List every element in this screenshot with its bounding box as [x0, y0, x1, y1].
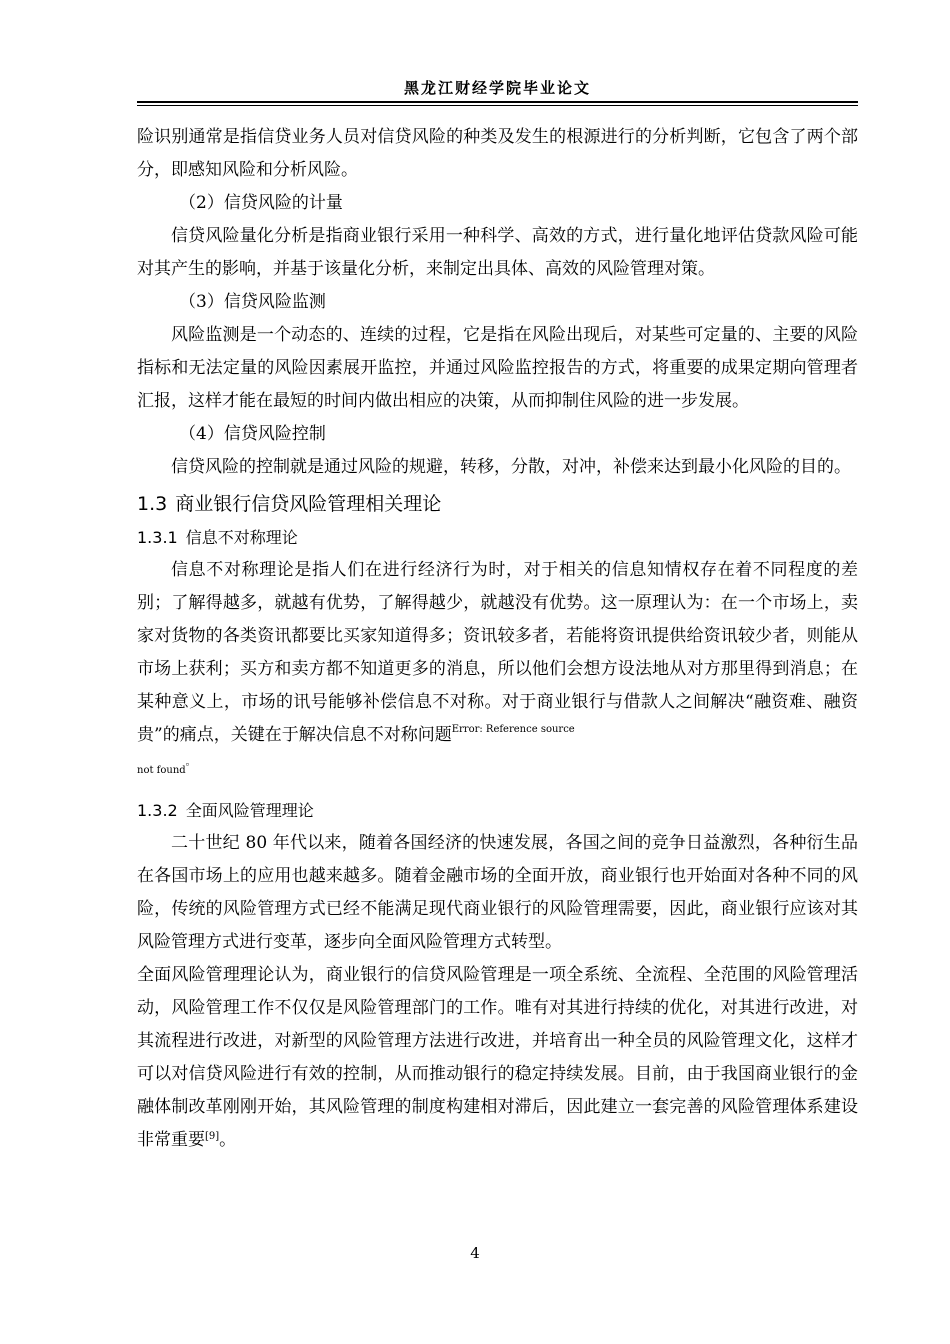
subsection-title-2: 全面风险管理理论 — [185, 801, 314, 820]
section-heading — [137, 486, 858, 522]
subsection-heading-2 — [137, 795, 858, 827]
running-header: 黑龙江财经学院毕业论文 — [403, 79, 591, 97]
item-credit-risk-monitoring-title: （3）信贷风险监测 — [179, 292, 326, 312]
paragraph-information-asymmetry-text: 信息不对称理论是指人们在进行经济行为时，对于相关的信息知情权存在着不同程度的差别；了解得越多，就越有优势，了解得越少，就越没有优势。这一原理认为：在一个市场上，卖家对货物的各类资讯都要比买家知道得多；资讯较多者，若能将资讯提供给资讯较少者，则能从市场上获利；买方和卖方都不知道更多的消息，所以他们会想方设法地从对方那里得到消息；在某种意义上，市场的讯号能够补偿信息不对称。对于商业银行与借款人之间解决“融资难、融资贵”的痛点，关键在于解决信息不对称问题 — [137, 560, 858, 745]
paragraph-risk-identification: 险识别通常是指信贷业务人员对信贷风险的种类及发生的根源进行的分析判断，它包含了两个部分，即感知风险和分析风险。 — [137, 127, 858, 180]
reference-error-note-continued: not found — [137, 765, 186, 776]
subsection-title-1: 信息不对称理论 — [185, 528, 298, 547]
paragraph-end-mark-2: 。 — [219, 1130, 237, 1150]
page-number: 4 — [470, 1244, 480, 1262]
paragraph-comprehensive-risk-background: 二十世纪 80 年代以来，随着各国经济的快速发展，各国之间的竞争日益激烈，各种衍生品在各国市场上的应用也越来越多。随着金融市场的全面开放，商业银行也开始面对各种不同的风险，传统的风险管理方式已经不能满足现代商业银行的风险管理需要，因此，商业银行应该对其风险管理方式进行变革，逐步向全面风险管理方式转型。 — [137, 833, 858, 952]
paragraph-comprehensive-risk-theory — [137, 959, 858, 1157]
header-rule-thick — [137, 101, 858, 103]
citation-reference: [9] — [205, 1131, 220, 1142]
subsection-heading-1 — [137, 522, 858, 554]
paragraph-comprehensive-risk-theory-text: 全面风险管理理论认为，商业银行的信贷风险管理是一项全系统、全流程、全范围的风险管理活动，风险管理工作不仅仅是风险管理部门的工作。唯有对其进行持续的优化，对其进行改进，对其流程进行改进，对新型的风险管理方法进行改进，并培育出一种全员的风险管理文化，这样才可以对信贷风险进行有效的控制，从而推动银行的稳定持续发展。目前，由于我国商业银行的金融体制改革刚刚开始，其风险管理的制度构建相对滞后，因此建立一套完善的风险管理体系建设非常重要 — [137, 965, 858, 1150]
item-credit-risk-measurement-title: （2）信贷风险的计量 — [179, 193, 343, 213]
paragraph-end-mark: 。 — [185, 757, 196, 768]
paragraph-information-asymmetry-tail — [137, 752, 858, 785]
reference-error-note: Error: Reference source — [451, 724, 575, 735]
subsection-number-1: 1.3.1 — [137, 528, 178, 547]
paragraph-risk-monitoring: 风险监测是一个动态的、连续的过程，它是指在风险出现后，对某些可定量的、主要的风险指标和无法定量的风险因素展开监控，并通过风险监控报告的方式，将重要的成果定期向管理者汇报，这样才能在最短的时间内做出相应的决策，从而抑制住风险的进一步发展。 — [137, 325, 858, 411]
item-credit-risk-control-title: （4）信贷风险控制 — [179, 424, 326, 444]
paragraph-risk-measurement: 信贷风险量化分析是指商业银行采用一种科学、高效的方式，进行量化地评估贷款风险可能对其产生的影响，并基于该量化分析，来制定出具体、高效的风险管理对策。 — [137, 226, 858, 279]
header-rule-thin — [137, 105, 858, 106]
paragraph-information-asymmetry — [137, 554, 858, 752]
page-body — [137, 121, 858, 1157]
section-number: 1.3 — [137, 493, 168, 515]
section-title: 商业银行信贷风险管理相关理论 — [175, 493, 442, 515]
paragraph-risk-control: 信贷风险的控制就是通过风险的规避，转移，分散，对冲，补偿来达到最小化风险的目的。 — [171, 457, 851, 477]
subsection-number-2: 1.3.2 — [137, 801, 178, 820]
